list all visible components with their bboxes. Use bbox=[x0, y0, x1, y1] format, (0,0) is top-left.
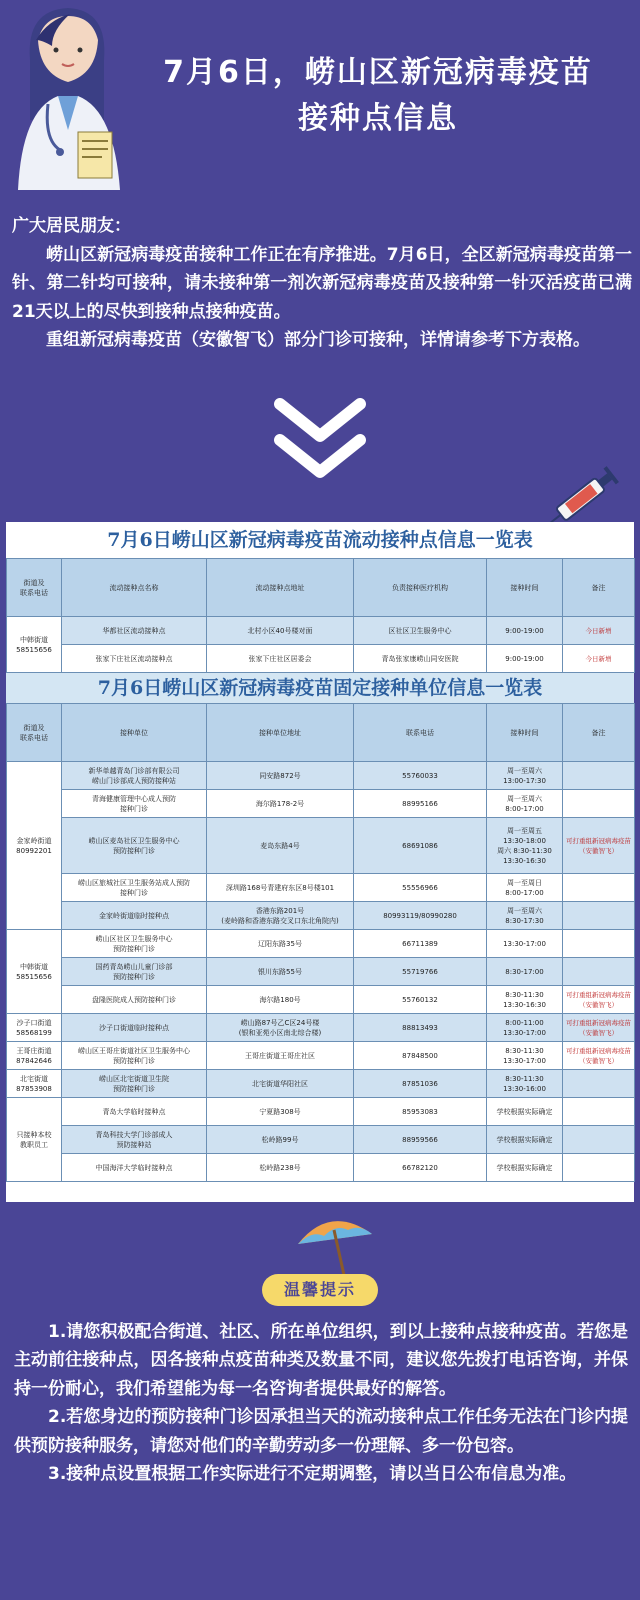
vaccination-tables bbox=[6, 522, 634, 1202]
table-cell: 可打重组新冠病毒疫苗（安徽智飞） bbox=[563, 1014, 635, 1042]
table-row bbox=[7, 958, 635, 986]
table-cell: 金家岭街道临时接种点 bbox=[62, 902, 207, 930]
fixed-table-title: 7月6日崂山区新冠病毒疫苗固定接种单位信息一览表 bbox=[6, 673, 634, 703]
table-cell bbox=[563, 762, 635, 790]
table-cell: 55719766 bbox=[354, 958, 487, 986]
table-cell: 8:00-11:00 13:30-17:00 bbox=[487, 1014, 563, 1042]
table-cell: 张家下庄社区流动接种点 bbox=[62, 645, 207, 673]
table-cell: 华都社区流动接种点 bbox=[62, 617, 207, 645]
table-cell: 学校根据实际确定 bbox=[487, 1126, 563, 1154]
header bbox=[0, 0, 640, 200]
table-row bbox=[7, 1154, 635, 1182]
table-cell: 85953083 bbox=[354, 1098, 487, 1126]
table-cell: 55760033 bbox=[354, 762, 487, 790]
table-cell: 松岭路99号 bbox=[207, 1126, 354, 1154]
column-header: 街道及 联系电话 bbox=[7, 559, 62, 617]
table-cell: 中国海洋大学临时接种点 bbox=[62, 1154, 207, 1182]
table-row bbox=[7, 617, 635, 645]
table-cell: 可打重组新冠病毒疫苗（安徽智飞） bbox=[563, 986, 635, 1014]
street-cell: 中韩街道 58515656 bbox=[7, 930, 62, 1014]
table-cell: 88813493 bbox=[354, 1014, 487, 1042]
table-cell: 13:30-17:00 bbox=[487, 930, 563, 958]
intro-section bbox=[12, 212, 632, 355]
table-cell: 崂山区麦岛社区卫生服务中心 预防接种门诊 bbox=[62, 818, 207, 874]
table-row bbox=[7, 1042, 635, 1070]
table-cell: 国药青岛崂山儿童门诊部 预防接种门诊 bbox=[62, 958, 207, 986]
table-cell: 68691086 bbox=[354, 818, 487, 874]
table-cell: 周一至周日 8:00-17:00 bbox=[487, 874, 563, 902]
table-row bbox=[7, 818, 635, 874]
table-cell: 深圳路168号青建府东区8号楼101 bbox=[207, 874, 354, 902]
table-cell: 8:30-11:30 13:30-16:00 bbox=[487, 1070, 563, 1098]
table-cell: 区社区卫生服务中心 bbox=[354, 617, 487, 645]
table-cell: 松岭路238号 bbox=[207, 1154, 354, 1182]
tips-badge: 温馨提示 bbox=[262, 1274, 378, 1306]
table-cell: 崂山区北宅街道卫生院 预防接种门诊 bbox=[62, 1070, 207, 1098]
table-cell: 今日新增 bbox=[563, 617, 635, 645]
table-cell bbox=[563, 1098, 635, 1126]
table-cell: 青海健康管理中心成人预防 接种门诊 bbox=[62, 790, 207, 818]
table-cell: 88995166 bbox=[354, 790, 487, 818]
column-header: 接种时间 bbox=[487, 704, 563, 762]
table-cell: 周一至周六 8:00-17:00 bbox=[487, 790, 563, 818]
table-cell bbox=[563, 1154, 635, 1182]
table-cell: 海尔路178-2号 bbox=[207, 790, 354, 818]
intro-paragraph-1: 崂山区新冠病毒疫苗接种工作正在有序推进。7月6日，全区新冠病毒疫苗第一针、第二针均可接种，请未接种第一剂次新冠病毒疫苗及接种第一针灭活疫苗已满21天以上的尽快到接种点接种疫苗。 bbox=[12, 244, 632, 322]
table-cell: 周一至周六 8:30-17:30 bbox=[487, 902, 563, 930]
street-cell: 中韩街道 58515656 bbox=[7, 617, 62, 673]
table-cell: 崂山区旅城社区卫生服务站成人预防 接种门诊 bbox=[62, 874, 207, 902]
table-cell: 55556966 bbox=[354, 874, 487, 902]
table-cell: 宁夏路308号 bbox=[207, 1098, 354, 1126]
title-line-1: 7月6日，崂山区新冠病毒疫苗 bbox=[163, 55, 593, 90]
tip-item-2: 2.若您身边的预防接种门诊因承担当天的流动接种点工作任务无法在门诊内提供预防接种服务，请您对他们的辛勤劳动多一份理解、多一份包容。 bbox=[14, 1407, 628, 1456]
table-cell bbox=[563, 958, 635, 986]
table-cell: 8:30-11:30 13:30-16:30 bbox=[487, 986, 563, 1014]
column-header: 联系电话 bbox=[354, 704, 487, 762]
double-chevron-down-icon bbox=[272, 398, 368, 480]
table-row bbox=[7, 1098, 635, 1126]
table-row bbox=[7, 986, 635, 1014]
street-cell: 只接种本校 教职员工 bbox=[7, 1098, 62, 1182]
table-row bbox=[7, 790, 635, 818]
table-header-row bbox=[7, 704, 635, 762]
column-header: 流动接种点地址 bbox=[207, 559, 354, 617]
table-row bbox=[7, 645, 635, 673]
table-cell: 盘隆医院成人预防接种门诊 bbox=[62, 986, 207, 1014]
street-cell: 北宅街道 87853908 bbox=[7, 1070, 62, 1098]
table-cell: 张家下庄社区居委会 bbox=[207, 645, 354, 673]
column-header: 备注 bbox=[563, 559, 635, 617]
table-cell: 新华单越青岛门诊部有限公司 崂山门诊部成人预防接种站 bbox=[62, 762, 207, 790]
table-cell: 麦岛东路4号 bbox=[207, 818, 354, 874]
column-header: 街道及 联系电话 bbox=[7, 704, 62, 762]
street-cell: 金家岭街道 80992201 bbox=[7, 762, 62, 930]
table-cell bbox=[563, 874, 635, 902]
table-cell: 周一至周五 13:30-18:00 周六 8:30-11:30 13:30-16:30 bbox=[487, 818, 563, 874]
table-cell: 学校根据实际确定 bbox=[487, 1154, 563, 1182]
table-cell: 香港东路201号 (麦岭路和香港东路交叉口东北角院内) bbox=[207, 902, 354, 930]
table-cell: 银川东路55号 bbox=[207, 958, 354, 986]
intro-paragraph-2: 重组新冠病毒疫苗（安徽智飞）部分门诊可接种，详情请参考下方表格。 bbox=[46, 330, 590, 350]
table-cell: 66782120 bbox=[354, 1154, 487, 1182]
table-cell: 同安路872号 bbox=[207, 762, 354, 790]
tips-section bbox=[14, 1318, 628, 1488]
mobile-sites-table bbox=[6, 558, 635, 673]
table-row bbox=[7, 902, 635, 930]
table-cell: 青岛大学临时接种点 bbox=[62, 1098, 207, 1126]
table-cell bbox=[563, 1070, 635, 1098]
column-header: 接种时间 bbox=[487, 559, 563, 617]
table-cell: 崂山区王哥庄街道社区卫生服务中心 预防接种门诊 bbox=[62, 1042, 207, 1070]
table-cell bbox=[563, 790, 635, 818]
table-cell: 沙子口街道临时接种点 bbox=[62, 1014, 207, 1042]
column-header: 流动接种点名称 bbox=[62, 559, 207, 617]
table-cell bbox=[563, 902, 635, 930]
table-cell: 可打重组新冠病毒疫苗（安徽智飞） bbox=[563, 1042, 635, 1070]
table-cell: 辽阳东路35号 bbox=[207, 930, 354, 958]
table-cell bbox=[563, 1126, 635, 1154]
table-cell: 66711389 bbox=[354, 930, 487, 958]
street-cell: 王哥庄街道 87842646 bbox=[7, 1042, 62, 1070]
table-cell: 55760132 bbox=[354, 986, 487, 1014]
table-row bbox=[7, 874, 635, 902]
table-row bbox=[7, 1014, 635, 1042]
table-cell bbox=[563, 930, 635, 958]
title-line-2: 接种点信息 bbox=[298, 101, 458, 136]
table-cell: 海尔路180号 bbox=[207, 986, 354, 1014]
column-header: 接种单位地址 bbox=[207, 704, 354, 762]
table-cell: 88959566 bbox=[354, 1126, 487, 1154]
table-cell: 8:30-17:00 bbox=[487, 958, 563, 986]
table-row bbox=[7, 1126, 635, 1154]
table-cell: 9:00-19:00 bbox=[487, 645, 563, 673]
column-header: 负责接种医疗机构 bbox=[354, 559, 487, 617]
tip-item-3: 3.接种点设置根据工作实际进行不定期调整，请以当日公布信息为准。 bbox=[48, 1464, 577, 1485]
table-cell: 周一至周六 13:00-17:30 bbox=[487, 762, 563, 790]
table-cell: 王哥庄街道王哥庄社区 bbox=[207, 1042, 354, 1070]
tip-item-1: 1.请您积极配合街道、社区、所在单位组织，到以上接种点接种疫苗。若您是主动前往接种点，因各接种点疫苗种类及数量不同，建议您先拨打电话咨询，并保持一份耐心，我们希望能为每一名咨询者提供最好的解答。 bbox=[14, 1322, 628, 1399]
table-cell: 崂山区社区卫生服务中心 预防接种门诊 bbox=[62, 930, 207, 958]
column-header: 接种单位 bbox=[62, 704, 207, 762]
table-cell: 学校根据实际确定 bbox=[487, 1098, 563, 1126]
greeting: 广大居民朋友： bbox=[12, 216, 131, 236]
table-cell: 87851036 bbox=[354, 1070, 487, 1098]
table-cell: 青岛科技大学门诊部成人 预防接种站 bbox=[62, 1126, 207, 1154]
table-cell: 9:00-19:00 bbox=[487, 617, 563, 645]
table-header-row bbox=[7, 559, 635, 617]
table-cell: 青岛张家康崂山同安医院 bbox=[354, 645, 487, 673]
table-cell: 北宅街道华阳社区 bbox=[207, 1070, 354, 1098]
table-cell: 崂山路87号乙C区24号楼 (银和亚苑小区南北综合楼) bbox=[207, 1014, 354, 1042]
table-cell: 8:30-11:30 13:30-17:00 bbox=[487, 1042, 563, 1070]
table-cell: 可打重组新冠病毒疫苗（安徽智飞） bbox=[563, 818, 635, 874]
street-cell: 沙子口街道 58568199 bbox=[7, 1014, 62, 1042]
doctor-illustration bbox=[8, 0, 128, 190]
fixed-sites-table bbox=[6, 703, 635, 1182]
table-cell: 80993119/80990280 bbox=[354, 902, 487, 930]
table-cell: 87848500 bbox=[354, 1042, 487, 1070]
table-row bbox=[7, 1070, 635, 1098]
table-row bbox=[7, 930, 635, 958]
table-cell: 北村小区40号楼对面 bbox=[207, 617, 354, 645]
column-header: 备注 bbox=[563, 704, 635, 762]
table-row bbox=[7, 762, 635, 790]
table-cell: 今日新增 bbox=[563, 645, 635, 673]
mobile-table-title: 7月6日崂山区新冠病毒疫苗流动接种点信息一览表 bbox=[6, 522, 634, 558]
page-title bbox=[128, 50, 628, 142]
